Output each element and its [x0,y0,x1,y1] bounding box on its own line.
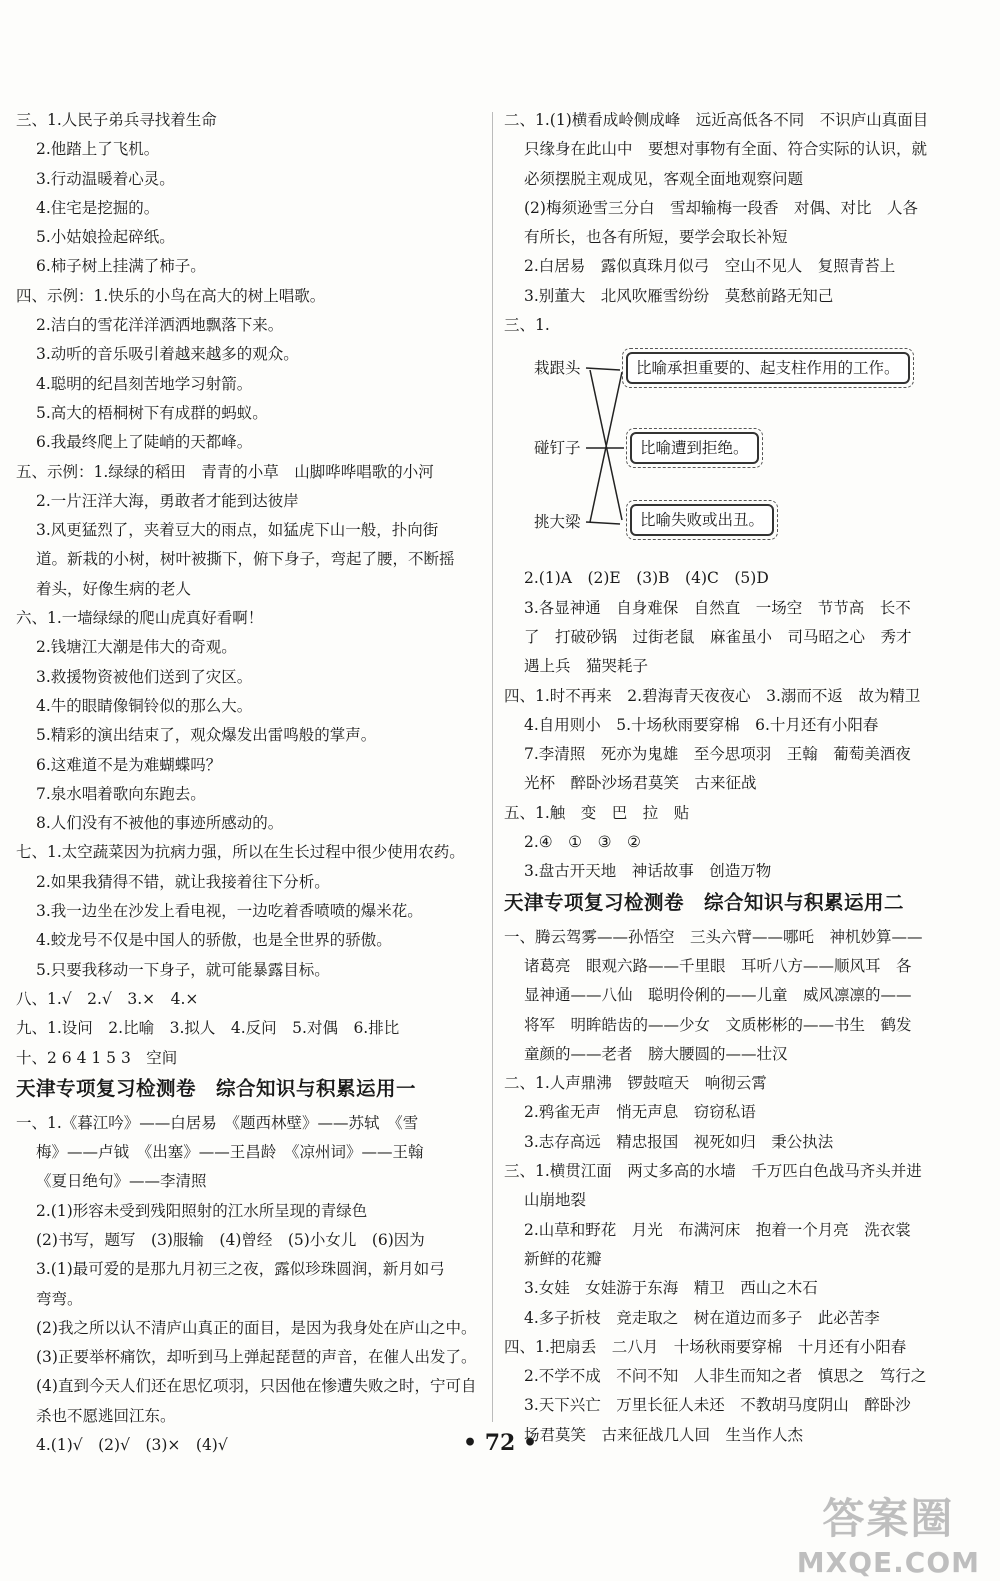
answer-line: 了 打破砂锅 过街老鼠 麻雀虽小 司马昭之心 秀才 [524,627,912,646]
answer-line: 5.小姑娘捡起碎纸。 [36,228,175,247]
watermark-cn: 答案圈 [822,1494,955,1543]
match-word-3: 挑大梁 [534,513,581,532]
answer-line: 3.风更猛烈了，夹着豆大的雨点，如猛虎下山一般，扑向街 [36,521,439,540]
answer-line: 一、1.《暮江吟》——白居易 《题西林壁》——苏轼 《雪 [16,1113,419,1132]
answer-line: 2.山草和野花 月光 布满河床 抱着一个月亮 洗衣裳 [524,1220,911,1239]
answer-line: 2.如果我猜得不错，就让我接着往下分析。 [36,872,330,891]
answer-line: 光杯 醉卧沙场君莫笑 古来征战 [524,774,757,793]
answer-line: 四、1.把扇丢 二八月 十场秋雨要穿棉 十月还有小阳春 [504,1337,907,1356]
answer-line: 4.自用则小 5.十场秋雨要穿棉 6.十月还有小阳春 [524,715,879,734]
answer-line: 3.别董大 北风吹雁雪纷纷 莫愁前路无知己 [524,286,834,305]
answer-line: 九、1.设问 2.比喻 3.拟人 4.反问 5.对偶 6.排比 [16,1019,400,1038]
answer-line: 4.牛的眼睛像铜铃似的那么大。 [36,696,253,715]
answer-line: 新鲜的花瓣 [524,1249,602,1268]
answer-line: 三、1.人民子弟兵寻找着生命 [16,111,217,129]
answer-line: 3.(1)最可爱的是那九月初三之夜，露似珍珠圆润，新月如弓 [36,1260,445,1279]
answer-line: 3.动听的音乐吸引着越来越多的观众。 [36,345,299,364]
answer-line: 五、示例：1.绿绿的稻田 青青的小草 山脚哗哗唱歌的小河 [16,462,434,481]
answer-line: 2.(1)形容未受到残阳照射的江水所呈现的青绿色 [36,1201,368,1220]
answer-line: 7.泉水唱着歌向东跑去。 [36,784,206,803]
match-box-2: 比喻遭到拒绝。 [630,432,759,464]
column-divider [492,112,493,1422]
answer-line: 弯弯。 [36,1289,83,1308]
answer-line: 道。新栽的小树，树叶被撕下，俯下身子，弯起了腰，不断摇 [36,550,455,569]
answer-line: 只缘身在此山中 要想对事物有全面、符合实际的认识，就 [524,140,928,159]
left-column [16,106,486,1460]
answer-line: 三、1.横贯江面 两丈多高的水墙 千万匹白色战马齐头并进 [504,1162,922,1181]
match-box-3: 比喻失败或出丑。 [630,504,774,536]
answer-line: 四、示例：1.快乐的小鸟在高大的树上唱歌。 [16,286,326,305]
answer-line: 3.盘古开天地 神话故事 创造万物 [524,862,772,881]
answer-line: 四、1.时不再来 2.碧海青天夜夜心 3.溺而不返 故为精卫 [504,686,921,705]
answer-line: (2)我之所以认不清庐山真正的面目，是因为我身处在庐山之中。 [36,1318,477,1337]
answer-line: 5.只要我移动一下身子，就可能暴露目标。 [36,960,330,979]
answer-line: 《夏日绝句》——李清照 [36,1172,207,1191]
section-heading: 天津专项复习检测卷 综合知识与积累运用一 [16,1076,417,1100]
match-word-2: 碰钉子 [534,439,581,458]
answer-line: 8.人们没有不被他的事迹所感动的。 [36,814,284,833]
answer-line: 童颜的——老者 膀大腰圆的——壮汉 [524,1044,788,1063]
answer-line: 诸葛亮 眼观六路——千里眼 耳听八方——顺风耳 各 [524,956,912,975]
answer-line: (4)直到今天人们还在思忆项羽，只因他在惨遭失败之时，宁可自 [36,1377,477,1396]
page-number: • 72 • [462,1430,538,1456]
right-top-block [504,106,982,340]
answer-line: 5.高大的梧桐树下有成群的蚂蚁。 [36,403,268,422]
answer-line: 着头，好像生病的老人 [36,579,192,598]
answer-line: (3)正要举杯痛饮，却听到马上弹起琵琶的声音，在催人出发了。 [36,1348,477,1367]
watermark-logo [797,1486,980,1579]
answer-line: 3.我一边坐在沙发上看电视，一边吃着香喷喷的爆米花。 [36,902,423,921]
answer-line: 二、1.人声鼎沸 锣鼓喧天 响彻云霄 [504,1074,767,1093]
answer-line: 3.女娃 女娃游于东海 精卫 西山之木石 [524,1279,818,1298]
answer-line: 3.各显神通 自身难保 自然直 一场空 节节高 长不 [524,598,911,617]
section-heading: 天津专项复习检测卷 综合知识与积累运用二 [504,890,905,914]
answer-line: 3.救援物资被他们送到了灾区。 [36,667,253,686]
answer-line: 杀也不愿逃回江东。 [36,1406,176,1425]
answer-line: 2.白居易 露似真珠月似弓 空山不见人 复照青苔上 [524,257,896,276]
answer-line: 2.一片汪洋大海，勇敢者才能到达彼岸 [36,491,299,510]
watermark-url: MXQE.COM [796,1546,980,1579]
answer-line: 6.我最终爬上了陡峭的天都峰。 [36,433,253,452]
answer-line: 6.柿子树上挂满了柿子。 [36,257,206,276]
answer-line: 7.李清照 死亦为鬼雄 至今思项羽 王翰 葡萄美酒夜 [524,745,911,764]
answer-line: 4.聪明的纪昌刻苦地学习射箭。 [36,374,253,393]
match-box-1: 比喻承担重要的、起支柱作用的工作。 [626,352,910,384]
answer-line: (2)梅须逊雪三分白 雪却输梅一段香 对偶、对比 人各 [524,198,918,217]
right-bottom-block [504,564,982,1450]
answer-line: 七、1.太空蔬菜因为抗病力强，所以在生长过程中很少使用农药。 [16,843,465,862]
answer-line: 4.蛟龙号不仅是中国人的骄傲，也是全世界的骄傲。 [36,931,392,950]
answer-line: 二、1.(1)横看成岭侧成峰 远近高低各不同 不识庐山真面目 [504,111,929,129]
answer-line: 山崩地裂 [524,1191,587,1210]
answer-line: 十、2 6 4 1 5 3 空间 [16,1048,178,1067]
answer-line: 2.钱塘江大潮是伟大的奇观。 [36,638,237,657]
answer-line: 3.行动温暖着心灵。 [36,169,175,188]
answer-line: 显神通——八仙 聪明伶俐的——儿童 威风凛凛的—— [524,986,912,1005]
answer-line: 2.④ ① ③ ② [524,833,641,852]
answer-line: 3.天下兴亡 万里长征人未还 不教胡马度阴山 醉卧沙 [524,1396,911,1415]
answer-line: 6.这难道不是为难蝴蝶吗？ [36,755,222,774]
matching-exercise [504,340,982,564]
answer-line: 梅》——卢钺 《出塞》——王昌龄 《凉州词》——王翰 [36,1143,424,1162]
right-column [504,106,982,1450]
answer-line: 场君莫笑 古来征战几人回 生当作人杰 [524,1425,804,1444]
answer-line: 2.洁白的雪花洋洋洒洒地飘落下来。 [36,316,284,335]
answer-line: 六、1.一墙绿绿的爬山虎真好看啊！ [16,609,264,628]
answer-line: 2.(1)A (2)E (3)B (4)C (5)D [524,569,769,588]
answer-line: 4.多子折枝 竞走取之 树在道边而多子 此必苦李 [524,1308,880,1327]
answer-line: 2.他踏上了飞机。 [36,140,160,159]
answer-line: 4.(1)√ (2)√ (3)× (4)√ [36,1436,228,1455]
answer-line: 将军 明眸皓齿的——少女 文质彬彬的——书生 鹤发 [524,1015,912,1034]
answer-line: 2.鸦雀无声 悄无声息 窃窃私语 [524,1103,756,1122]
answer-line: 一、腾云驾雾——孙悟空 三头六臂——哪吒 神机妙算—— [504,927,923,946]
answer-line: (2)书写，题写 (3)服输 (4)曾经 (5)小女儿 (6)因为 [36,1230,425,1249]
answer-line: 有所长，也各有所短，要学会取长补短 [524,228,788,247]
answer-line: 2.不学不成 不问不知 人非生而知之者 慎思之 笃行之 [524,1367,927,1386]
answer-line: 三、1. [504,316,550,335]
answer-line: 4.住宅是挖掘的。 [36,198,160,217]
answer-line: 五、1.触 变 巴 拉 贴 [504,803,690,822]
answer-line: 必须摆脱主观成见，客观全面地观察问题 [524,169,804,188]
answer-line: 5.精彩的演出结束了，观众爆发出雷鸣般的掌声。 [36,726,377,745]
answer-line: 3.志存高远 精忠报国 视死如归 秉公执法 [524,1132,834,1151]
answer-line: 遇上兵 猫哭耗子 [524,657,649,676]
answer-line: 八、1.√ 2.√ 3.× 4.× [16,989,199,1008]
match-word-1: 栽跟头 [534,359,581,378]
